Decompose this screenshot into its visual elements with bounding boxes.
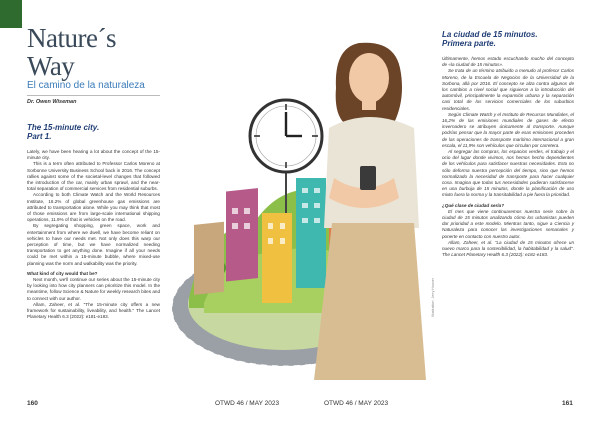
- article-title-es: [442, 30, 574, 48]
- article-title-es-line2: Primera parte.: [442, 39, 496, 48]
- paragraph: Al segregar las compras, los espacios verdes, el trabajo y el ocio del lugar donde vivimos, nos hemos hecho dependientes de los vehículos para satisfacer nuestras necesidades. Esto no sólo deforma nuestra percepción del tiempo, sino que hemos normalizado la necesidad de transporte para hacer cualquier cosa. Imagina que todas tus necesidades pudieran satisfacerse en una burbuja de 15 minutos, donde la planificación de uso mixto fuera la norma y la transitabilidad a pie fuera la prioridad.: [442, 149, 574, 198]
- article-body-en: [27, 149, 160, 320]
- paragraph: Últimamente, hemos estado escuchando mucho del concepto de «la ciudad de 15 minutos».: [442, 56, 574, 68]
- paragraph: Lately, we have been hearing a lot about the concept of the 15-minute city.: [27, 149, 160, 161]
- page-number-right: 161: [562, 400, 573, 407]
- author-name: Dr. Owen Wiseman: [27, 99, 77, 105]
- page-number-left: 160: [27, 400, 38, 407]
- issue-label-left: OTWD 46 / MAY 2023: [215, 400, 280, 407]
- article-body-es: [442, 56, 574, 259]
- title-divider: [27, 95, 160, 96]
- reference: Allam, Zaheer, et al. "The 15-minute city offers a new framework for sustainability, liveability, and health." The Lancet Planetary Health 6.3 (2022): e181-e183.: [27, 301, 160, 320]
- article-title-es-line1: La ciudad de 15 minutos.: [442, 30, 538, 39]
- magazine-title: Nature´s Way: [27, 23, 116, 81]
- paragraph: Next month, we'll continue our series about the 15-minute city by looking into how city planners can prioritize this model. In the meantime, follow Science & Nature for weekly research bites and to connect with our author.: [27, 277, 160, 301]
- woman-with-phone-illustration: [314, 43, 426, 380]
- reference: Allam, Zaheer, et al. "La ciudad de 15 minutos ofrece un nuevo marco para la sostenibilidad, la habitabilidad y la salud". The Lancet Planetary Health 6.3 (2022): e181-e183.: [442, 239, 574, 258]
- paragraph: Se trata de un término atribuido a menudo al profesor Carlos Moreno, de la Escuela de Negocios de la Universidad de la Sorbona, allá por 2016. El concepto se alza contra algunos de los cambios a nivel social que siguieron a la introducción del automóvil, principalmente la expansión urbana y la separación casi total de los servicios comerciales de los suburbios residenciales.: [442, 68, 574, 111]
- paragraph: Según Climate Watch y el Instituto de Recursos Mundiales, el 16,2% de las emisiones mundiales de gases de efecto invernadero se atribuyen únicamente al transporte. Aunque podrías pensar que la mayor parte de esas emisiones proceden de las operaciones de transporte marítimo internacional a gran escala, el 11,9% son vehículos que circulan por carretera.: [442, 111, 574, 148]
- article-title-en-line2: Part 1.: [27, 132, 52, 141]
- magazine-subtitle: El camino de la naturaleza: [27, 80, 145, 91]
- paragraph: According to both Climate Watch and the World Resources Institute, 16.2% of global greenhouse gas emissions are attributed to transportation alone. While you may think that most of those emissions are from large-scale international shipping operations, 11.9% of that is vehicles on the road.: [27, 192, 160, 223]
- right-column: [442, 30, 574, 259]
- paragraph: By segregating shopping, green space, work and entertainment from where we dwell, we have become reliant on vehicles to have our needs met. Not only does this warp our perception of time, but we have normalized needing transportation to get anything done. Imagine if all your needs could be met within a 15-minute bubble, where mixed-use planning was the norm and walkability was the priority.: [27, 223, 160, 266]
- corner-accent: [0, 0, 22, 28]
- article-title-en: [27, 123, 160, 141]
- paragraph: This is a term often attributed to Professor Carlos Moreno at Sorbonne University Business School back in 2016. The concept rallies against some of the societal-level changes that followed the introduction of the car, mainly urban sprawl, and the near-total separation of commercial services from residential suburbs.: [27, 161, 160, 192]
- article-title-en-line1: The 15-minute city.: [27, 123, 100, 132]
- paragraph: El mes que viene continuaremos nuestra serie sobre la ciudad de 15 minutos analizando cómo los urbanistas pueden dar prioridad a este modelo. Mientras tanto, sigue a Ciencia y Naturaleza para conocer las investigaciones semanales y ponerte en contacto con nuestro autor.: [442, 208, 574, 239]
- subheading-es: ¿Qué clase de ciudad sería?: [442, 202, 505, 208]
- subheading-en: What kind of city would that be?: [27, 270, 98, 276]
- left-column: [27, 24, 160, 320]
- issue-label-right: OTWD 46 / MAY 2023: [324, 400, 389, 407]
- illustration: [164, 28, 436, 380]
- illustration-credit: Illustration: Jerry Hoover: [431, 278, 435, 317]
